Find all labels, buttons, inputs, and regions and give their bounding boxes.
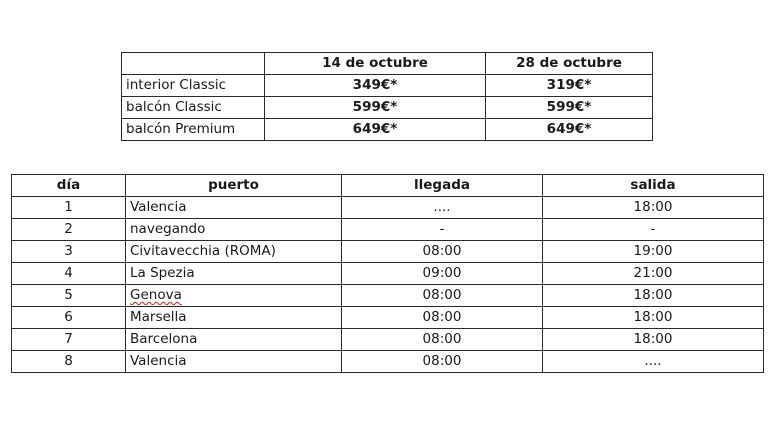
salida-cell: 21:00 — [543, 263, 764, 285]
spellcheck-underlined-word: Genova — [130, 286, 182, 303]
price-cell: 599€* — [486, 97, 653, 119]
header-llegada: llegada — [342, 175, 543, 197]
prices-table — [121, 52, 653, 141]
itinerary-row — [12, 219, 764, 241]
itinerary-row — [12, 351, 764, 373]
dia-cell: 5 — [12, 285, 126, 307]
prices-header-cabin — [122, 53, 265, 75]
salida-cell: 19:00 — [543, 241, 764, 263]
header-dia: día — [12, 175, 126, 197]
dia-cell: 8 — [12, 351, 126, 373]
puerto-cell: Valencia — [126, 197, 342, 219]
dia-cell: 7 — [12, 329, 126, 351]
itinerary-row — [12, 197, 764, 219]
puerto-cell: Barcelona — [126, 329, 342, 351]
price-cell: 349€* — [265, 75, 486, 97]
price-cell: 649€* — [265, 119, 486, 141]
prices-row — [122, 75, 653, 97]
itinerary-header-row — [12, 175, 764, 197]
salida-cell: 18:00 — [543, 307, 764, 329]
price-cell: 599€* — [265, 97, 486, 119]
header-puerto: puerto — [126, 175, 342, 197]
puerto-cell: navegando — [126, 219, 342, 241]
cabin-label: balcón Premium — [122, 119, 265, 141]
llegada-cell: 08:00 — [342, 285, 543, 307]
cabin-label: interior Classic — [122, 75, 265, 97]
dia-cell: 4 — [12, 263, 126, 285]
salida-cell: 18:00 — [543, 329, 764, 351]
itinerary-row — [12, 329, 764, 351]
prices-header-date-2: 28 de octubre — [486, 53, 653, 75]
salida-cell: 18:00 — [543, 285, 764, 307]
llegada-cell: 09:00 — [342, 263, 543, 285]
cabin-label: balcón Classic — [122, 97, 265, 119]
salida-cell: 18:00 — [543, 197, 764, 219]
itinerary-table — [11, 174, 764, 373]
prices-header-row — [122, 53, 653, 75]
puerto-cell — [126, 285, 342, 307]
puerto-cell: La Spezia — [126, 263, 342, 285]
dia-cell: 3 — [12, 241, 126, 263]
header-salida: salida — [543, 175, 764, 197]
llegada-cell: 08:00 — [342, 307, 543, 329]
puerto-cell: Marsella — [126, 307, 342, 329]
prices-header-date-1: 14 de octubre — [265, 53, 486, 75]
salida-cell: - — [543, 219, 764, 241]
itinerary-row — [12, 307, 764, 329]
itinerary-row — [12, 263, 764, 285]
itinerary-row — [12, 241, 764, 263]
dia-cell: 2 — [12, 219, 126, 241]
llegada-cell: - — [342, 219, 543, 241]
llegada-cell: 08:00 — [342, 329, 543, 351]
puerto-cell: Valencia — [126, 351, 342, 373]
itinerary-row — [12, 285, 764, 307]
prices-row — [122, 97, 653, 119]
dia-cell: 6 — [12, 307, 126, 329]
puerto-cell: Civitavecchia (ROMA) — [126, 241, 342, 263]
llegada-cell: 08:00 — [342, 351, 543, 373]
dia-cell: 1 — [12, 197, 126, 219]
salida-cell: .... — [543, 351, 764, 373]
prices-row — [122, 119, 653, 141]
price-cell: 649€* — [486, 119, 653, 141]
llegada-cell: .... — [342, 197, 543, 219]
llegada-cell: 08:00 — [342, 241, 543, 263]
price-cell: 319€* — [486, 75, 653, 97]
